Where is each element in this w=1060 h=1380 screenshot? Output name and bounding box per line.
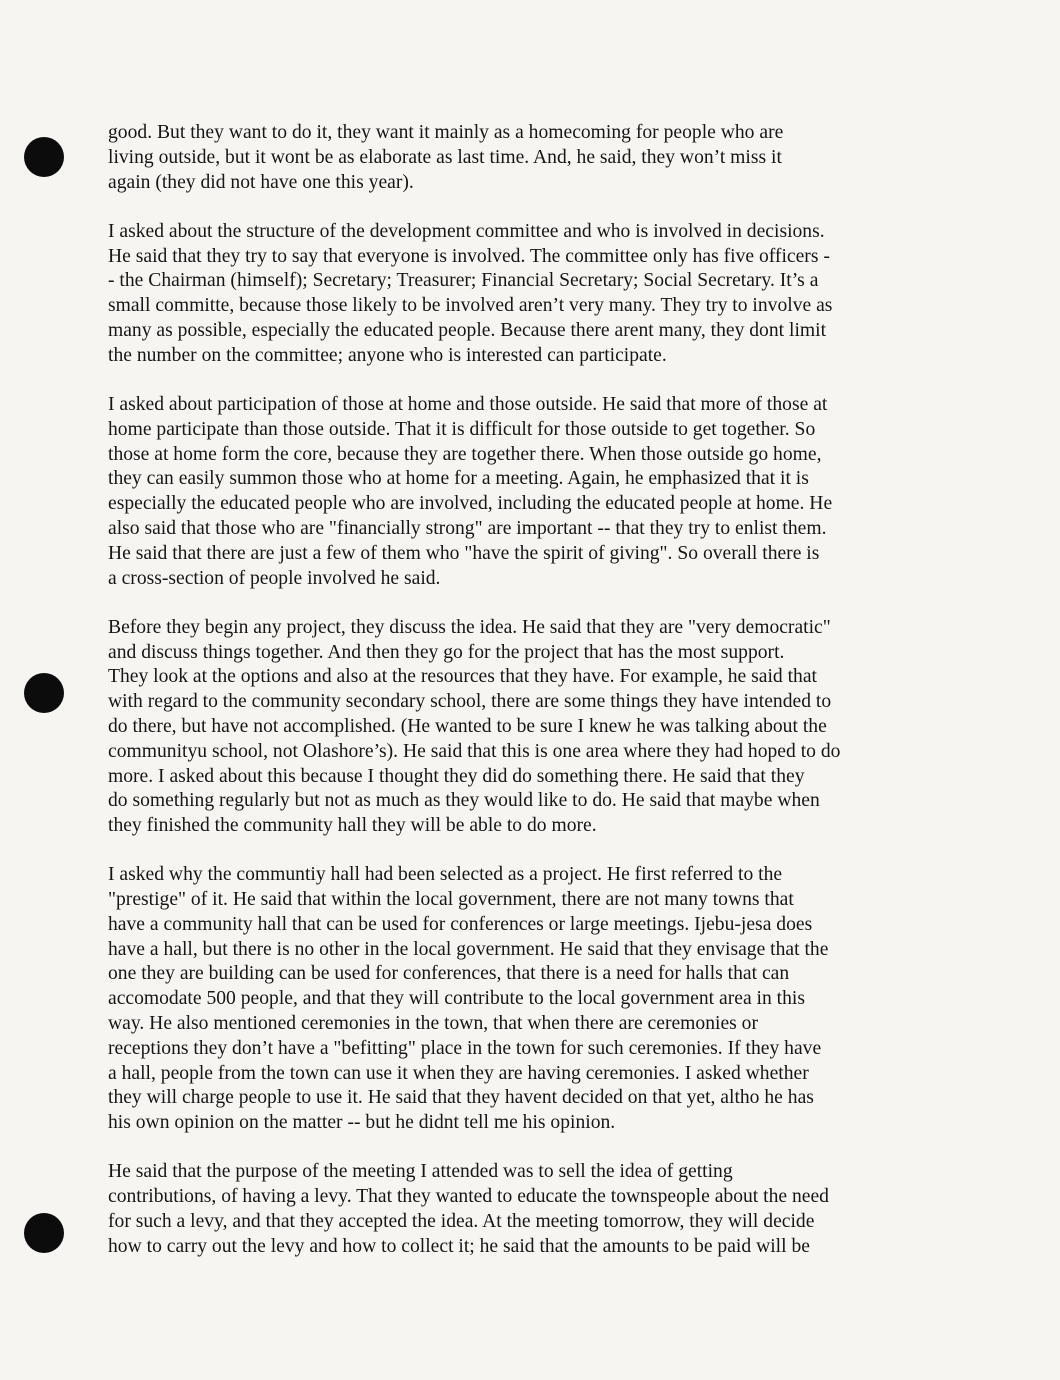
text-line: his own opinion on the matter -- but he didnt tell me his opinion. (108, 1112, 616, 1134)
text-line: the number on the committee; anyone who is interested can participate. (108, 344, 667, 366)
text-line: way. He also mentioned ceremonies in the town, that when there are ceremonies or (108, 1013, 758, 1035)
text-line: especially the educated people who are involved, including the educated people at home. He (108, 493, 833, 515)
text-line: They look at the options and also at the resources that they have. For example, he said that (108, 666, 817, 688)
text-line: Before they begin any project, they discuss the idea. He said that they are "very democratic" (108, 616, 831, 638)
punch-hole-bottom (24, 1213, 64, 1253)
paragraph (108, 121, 928, 195)
text-line: "prestige" of it. He said that within the local government, there are not many towns that (108, 889, 794, 911)
text-line: a cross-section of people involved he said. (108, 567, 441, 589)
text-line: do there, but have not accomplished. (He wanted to be sure I knew he was talking about the (108, 715, 827, 737)
text-line: have a community hall that can be used for conferences or large meetings. Ijebu-jesa does (108, 913, 813, 935)
text-line: accomodate 500 people, and that they will contribute to the local government area in this (108, 988, 805, 1010)
text-line: with regard to the community secondary school, there are some things they have intended to (108, 691, 832, 713)
text-line: they can easily summon those who at home for a meeting. Again, he emphasized that it is (108, 468, 809, 490)
text-line: receptions they don’t have a "befitting" place in the town for such ceremonies. If they have (108, 1037, 822, 1059)
paragraph (108, 393, 928, 591)
text-line: again (they did not have one this year). (108, 171, 414, 193)
text-line: also said that those who are "financially strong" are important -- that they try to enlist them. (108, 517, 827, 539)
document-body (108, 121, 928, 1284)
punch-hole-middle (24, 673, 64, 713)
text-line: one they are building can be used for conferences, that there is a need for halls that can (108, 963, 790, 985)
text-line: He said that the purpose of the meeting I attended was to sell the idea of getting (108, 1161, 733, 1183)
text-line: He said that there are just a few of them who "have the spirit of giving". So overall there is (108, 542, 820, 564)
text-line: contributions, of having a levy. That they wanted to educate the townspeople about the need (108, 1186, 829, 1208)
text-line: I asked about participation of those at home and those outside. He said that more of those at (108, 393, 828, 415)
text-line: have a hall, but there is no other in the local government. He said that they envisage that the (108, 938, 829, 960)
text-line: more. I asked about this because I thought they did do something there. He said that they (108, 765, 805, 787)
paragraph (108, 863, 928, 1136)
text-line: and discuss things together. And then they go for the project that has the most support. (108, 641, 785, 663)
paragraph (108, 616, 928, 839)
text-line: many as possible, especially the educated people. Because there arent many, they dont limit (108, 319, 827, 341)
paragraph (108, 1160, 928, 1259)
text-line: for such a levy, and that they accepted the idea. At the meeting tomorrow, they will decide (108, 1211, 815, 1233)
paragraph (108, 220, 928, 369)
text-line: they will charge people to use it. He said that they havent decided on that yet, altho he has (108, 1087, 814, 1109)
text-line: He said that they try to say that everyone is involved. The committee only has five officers - (108, 245, 830, 267)
text-line: small committe, because those likely to be involved aren’t very many. They try to involve as (108, 295, 833, 317)
punch-hole-top (24, 137, 64, 177)
text-line: they finished the community hall they will be able to do more. (108, 815, 597, 837)
text-line: good. But they want to do it, they want it mainly as a homecoming for people who are (108, 122, 784, 143)
text-line: - the Chairman (himself); Secretary; Treasurer; Financial Secretary; Social Secretary. It’s a (108, 270, 819, 292)
text-line: living outside, but it wont be as elaborate as last time. And, he said, they won’t miss it (108, 146, 782, 168)
text-line: how to carry out the levy and how to collect it; he said that the amounts to be paid will be (108, 1235, 810, 1257)
text-line: those at home form the core, because they are together there. When those outside go home, (108, 443, 822, 465)
text-line: I asked why the communtiy hall had been selected as a project. He first referred to the (108, 864, 783, 886)
text-line: communityu school, not Olashore’s). He said that this is one area where they had hoped to do (108, 740, 841, 762)
text-line: home participate than those outside. That it is difficult for those outside to get together. So (108, 418, 816, 440)
text-line: I asked about the structure of the development committee and who is involved in decisions. (108, 220, 825, 242)
text-line: do something regularly but not as much as they would like to do. He said that maybe when (108, 790, 820, 812)
text-line: a hall, people from the town can use it when they are having ceremonies. I asked whether (108, 1062, 809, 1084)
